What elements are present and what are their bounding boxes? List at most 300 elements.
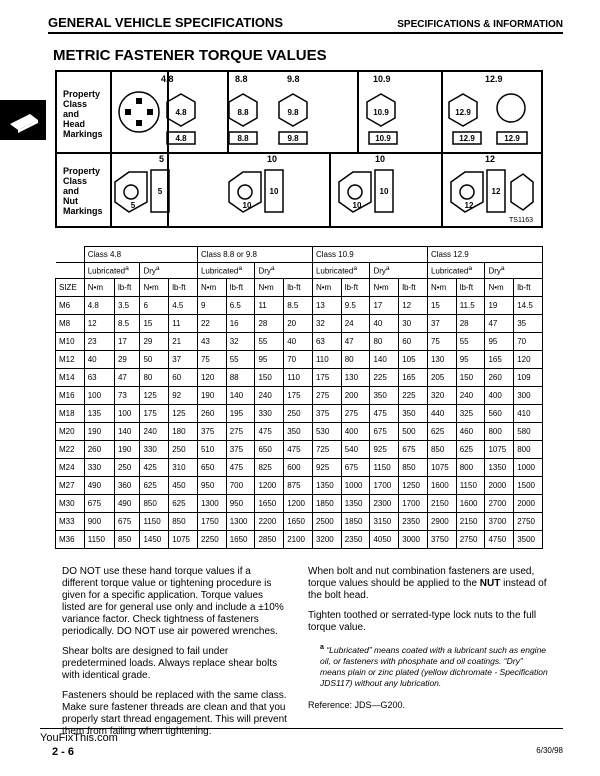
table-cell: 130 <box>341 369 370 387</box>
bolt-text-4-8-side: 4.8 <box>175 134 187 143</box>
table-cell: 17 <box>114 333 139 351</box>
table-cell: N•m <box>84 279 114 297</box>
table-cell: 130 <box>427 351 456 369</box>
table-cell: 3700 <box>485 513 514 531</box>
table-cell: 1350 <box>312 477 341 495</box>
nut-label: Property Class and Nut Markings <box>57 152 112 228</box>
table-cell: 1700 <box>399 495 428 513</box>
table-cell: 19 <box>485 297 514 315</box>
table-row <box>56 423 543 441</box>
table-cell: 55 <box>456 333 485 351</box>
condition-header-cell: Lubricated$^a$ <box>197 263 255 279</box>
table-cell: 350 <box>370 387 399 405</box>
nut-class-5: 5 <box>159 154 165 164</box>
table-cell: 22 <box>197 315 226 333</box>
table-cell: 15 <box>140 315 169 333</box>
table-cell: 625 <box>456 441 485 459</box>
table-cell: 1150 <box>370 459 399 477</box>
table-cell: 2000 <box>485 477 514 495</box>
table-cell: 250 <box>284 405 313 423</box>
torque-table <box>55 246 543 549</box>
table-cell: 29 <box>114 351 139 369</box>
table-row <box>56 441 543 459</box>
table-cell: 825 <box>255 459 284 477</box>
table-cell: 24 <box>341 315 370 333</box>
table-cell: 32 <box>312 315 341 333</box>
bolt-text-12-9-socket: 12.9 <box>504 134 520 143</box>
bolt-head-drawings <box>57 72 541 150</box>
table-cell: 240 <box>255 387 284 405</box>
table-row <box>56 459 543 477</box>
table-cell: 800 <box>485 423 514 441</box>
table-cell: 475 <box>370 405 399 423</box>
table-cell: 43 <box>197 333 226 351</box>
table-cell: M36 <box>56 531 85 549</box>
table-cell: 1600 <box>456 495 485 513</box>
header-left: GENERAL VEHICLE SPECIFICATIONS <box>48 15 283 30</box>
table-cell: 475 <box>226 459 255 477</box>
table-cell: 55 <box>255 333 284 351</box>
table-cell: 2900 <box>427 513 456 531</box>
table-cell: M27 <box>56 477 85 495</box>
table-cell: 3000 <box>399 531 428 549</box>
table-cell: 925 <box>312 459 341 477</box>
table-cell: 37 <box>427 315 456 333</box>
table-cell: 32 <box>226 333 255 351</box>
table-cell: 325 <box>456 405 485 423</box>
table-cell: N•m <box>197 279 226 297</box>
table-cell: 80 <box>140 369 169 387</box>
table-cell: 1450 <box>140 531 169 549</box>
table-cell: 100 <box>114 405 139 423</box>
table-cell: 11 <box>255 297 284 315</box>
table-cell: 200 <box>341 387 370 405</box>
condition-header-row <box>56 263 543 279</box>
nut-class-12: 12 <box>485 154 496 164</box>
table-cell: 75 <box>427 333 456 351</box>
condition-header-cell: Dry$^a$ <box>370 263 428 279</box>
table-cell: 225 <box>399 387 428 405</box>
head-label: Property Class and Head Markings <box>57 72 112 152</box>
nut-text-12-side: 12 <box>491 187 501 196</box>
class-header-cell: Class 4.8 <box>84 247 197 263</box>
table-cell: 320 <box>427 387 456 405</box>
nut-text-5-face: 5 <box>130 201 136 210</box>
table-cell: 650 <box>197 459 226 477</box>
table-cell: 2200 <box>255 513 284 531</box>
table-cell: 63 <box>84 369 114 387</box>
table-cell: 1500 <box>514 477 543 495</box>
markings-figure <box>55 70 543 228</box>
condition-header-cell: Lubricated$^a$ <box>84 263 140 279</box>
nut-text-12-face: 12 <box>464 201 474 210</box>
table-cell: 1850 <box>341 513 370 531</box>
table-cell: 600 <box>284 459 313 477</box>
table-cell: 460 <box>456 423 485 441</box>
table-cell: N•m <box>427 279 456 297</box>
table-cell: 6.5 <box>226 297 255 315</box>
condition-header-cell: Lubricated$^a$ <box>427 263 485 279</box>
table-cell: 140 <box>370 351 399 369</box>
right-column-text <box>308 566 548 711</box>
table-cell: M30 <box>56 495 85 513</box>
table-cell: 510 <box>197 441 226 459</box>
table-cell: 1350 <box>341 495 370 513</box>
table-cell: M6 <box>56 297 85 315</box>
table-cell: 40 <box>284 333 313 351</box>
table-cell: 12 <box>399 297 428 315</box>
class-header-cell: Class 8.8 or 9.8 <box>197 247 312 263</box>
condition-header-cell: Dry$^a$ <box>485 263 543 279</box>
table-cell: 1075 <box>485 441 514 459</box>
table-cell: 2100 <box>284 531 313 549</box>
table-cell: N•m <box>140 279 169 297</box>
bolt-text-12-9-side: 12.9 <box>459 134 475 143</box>
table-cell: 110 <box>284 369 313 387</box>
table-cell: 95 <box>255 351 284 369</box>
condition-header-cell: Lubricated$^a$ <box>312 263 370 279</box>
table-row <box>56 369 543 387</box>
table-cell: 120 <box>197 369 226 387</box>
table-cell: 800 <box>514 441 543 459</box>
table-cell: 190 <box>114 441 139 459</box>
table-cell: 80 <box>370 333 399 351</box>
table-cell: 135 <box>84 405 114 423</box>
table-cell: 225 <box>370 369 399 387</box>
table-cell: 60 <box>399 333 428 351</box>
head-class-8-8: 8.8 <box>235 74 248 84</box>
table-cell: 2300 <box>370 495 399 513</box>
bolt-text-8-8-head: 8.8 <box>237 108 249 117</box>
table-cell: 475 <box>255 423 284 441</box>
table-cell: 2250 <box>197 531 226 549</box>
paragraph: Tighten toothed or serrated-type lock nuts to the full torque value. <box>308 610 537 633</box>
table-row <box>56 315 543 333</box>
table-cell: 1300 <box>226 513 255 531</box>
table-cell: 190 <box>84 423 114 441</box>
table-cell: 3750 <box>427 531 456 549</box>
table-cell: 15 <box>427 297 456 315</box>
table-cell: 47 <box>341 333 370 351</box>
footer-rule <box>40 728 563 729</box>
nut-text-5-side: 5 <box>157 187 163 196</box>
table-cell: 205 <box>427 369 456 387</box>
table-cell: 1150 <box>84 531 114 549</box>
table-cell: 100 <box>84 387 114 405</box>
table-cell: 20 <box>284 315 313 333</box>
table-cell: M12 <box>56 351 85 369</box>
table-cell: 1600 <box>427 477 456 495</box>
table-cell: 150 <box>456 369 485 387</box>
footer-site: YouFixThis.com <box>40 732 118 744</box>
table-cell: 21 <box>169 333 198 351</box>
table-cell: 180 <box>169 423 198 441</box>
table-cell: lb-ft <box>114 279 139 297</box>
table-cell: N•m <box>485 279 514 297</box>
table-row <box>56 531 543 549</box>
bolt-text-9-8-head: 9.8 <box>287 108 299 117</box>
table-cell: 1300 <box>197 495 226 513</box>
table-cell: 450 <box>169 477 198 495</box>
table-cell: 13 <box>312 297 341 315</box>
table-cell: 1250 <box>399 477 428 495</box>
table-row <box>56 477 543 495</box>
nut-class-10b: 10 <box>375 154 386 164</box>
table-cell: 675 <box>399 441 428 459</box>
table-cell: 300 <box>514 387 543 405</box>
table-cell: 23 <box>84 333 114 351</box>
table-cell: 1650 <box>284 513 313 531</box>
table-cell: lb-ft <box>514 279 543 297</box>
table-cell: 440 <box>427 405 456 423</box>
table-cell: 95 <box>456 351 485 369</box>
table-cell: 12 <box>84 315 114 333</box>
table-cell: 375 <box>197 423 226 441</box>
table-cell: lb-ft <box>456 279 485 297</box>
table-cell: 330 <box>84 459 114 477</box>
bolt-text-4-8-head: 4.8 <box>175 108 187 117</box>
table-cell: M14 <box>56 369 85 387</box>
page-title: METRIC FASTENER TORQUE VALUES <box>53 47 327 64</box>
table-cell: 125 <box>140 387 169 405</box>
nut-text-10a-face: 10 <box>242 201 252 210</box>
table-cell: 925 <box>370 441 399 459</box>
bolt-text-12-9-head: 12.9 <box>455 108 471 117</box>
table-cell: 400 <box>341 423 370 441</box>
table-cell: 260 <box>197 405 226 423</box>
table-cell: 9.5 <box>341 297 370 315</box>
table-cell: lb-ft <box>169 279 198 297</box>
table-cell: 330 <box>255 405 284 423</box>
table-cell: 1650 <box>226 531 255 549</box>
table-cell: 375 <box>312 405 341 423</box>
table-cell: 725 <box>312 441 341 459</box>
table-cell: 37 <box>169 351 198 369</box>
table-cell: 240 <box>140 423 169 441</box>
table-cell: 275 <box>312 387 341 405</box>
table-cell: 275 <box>341 405 370 423</box>
header-right: SPECIFICATIONS & INFORMATION <box>397 19 563 30</box>
table-cell: M8 <box>56 315 85 333</box>
table-cell: 260 <box>485 369 514 387</box>
table-cell: 675 <box>114 513 139 531</box>
table-row <box>56 387 543 405</box>
table-cell: 700 <box>226 477 255 495</box>
table-cell: 63 <box>312 333 341 351</box>
bolt-text-10-9-side: 10.9 <box>375 134 391 143</box>
table-cell: N•m <box>312 279 341 297</box>
section-tab <box>0 100 46 140</box>
table-cell: 3150 <box>370 513 399 531</box>
table-cell: 29 <box>140 333 169 351</box>
bolt-text-8-8-side: 8.8 <box>237 134 249 143</box>
table-cell: 73 <box>114 387 139 405</box>
table-cell: 1075 <box>427 459 456 477</box>
table-cell: 2750 <box>514 513 543 531</box>
head-markings-row <box>57 72 541 154</box>
table-cell: 125 <box>169 405 198 423</box>
table-cell: 350 <box>284 423 313 441</box>
paragraph: DO NOT use these hand torque values if a different torque value or tightening procedure is given for a specific application. Torque values listed are for general use only and include a ±10% variance factor. Check tightness of fasteners periodically. DO NOT use air powered wrenches. <box>62 566 284 637</box>
table-cell: 55 <box>226 351 255 369</box>
table-cell: 110 <box>312 351 341 369</box>
table-cell: 675 <box>84 495 114 513</box>
table-cell: 360 <box>114 477 139 495</box>
table-cell: 80 <box>341 351 370 369</box>
table-cell: 1150 <box>140 513 169 531</box>
table-cell: 530 <box>312 423 341 441</box>
table-cell: 28 <box>255 315 284 333</box>
head-class-4-8: 4.8 <box>161 74 174 84</box>
table-cell: 675 <box>341 459 370 477</box>
nut-drawings <box>57 152 541 228</box>
table-row <box>56 495 543 513</box>
table-cell: 150 <box>255 369 284 387</box>
table-cell: 580 <box>514 423 543 441</box>
table-cell: 175 <box>284 387 313 405</box>
table-cell: 60 <box>169 369 198 387</box>
table-cell: 950 <box>226 495 255 513</box>
class-header-cell: Class 12.9 <box>427 247 542 263</box>
table-cell: 490 <box>84 477 114 495</box>
table-row <box>56 405 543 423</box>
table-cell: 190 <box>197 387 226 405</box>
nut-markings-row <box>57 152 541 228</box>
table-cell: lb-ft <box>284 279 313 297</box>
table-cell: 95 <box>485 333 514 351</box>
condition-header-cell: Dry$^a$ <box>140 263 198 279</box>
table-cell: 17 <box>370 297 399 315</box>
table-cell: 1000 <box>514 459 543 477</box>
table-cell: 650 <box>255 441 284 459</box>
table-cell: 675 <box>370 423 399 441</box>
table-cell: 50 <box>140 351 169 369</box>
table-cell: 850 <box>114 531 139 549</box>
table-row <box>56 333 543 351</box>
head-class-12-9: 12.9 <box>485 74 503 84</box>
table-cell: 2000 <box>514 495 543 513</box>
table-cell: 540 <box>341 441 370 459</box>
table-cell: 850 <box>399 459 428 477</box>
table-cell: 3200 <box>312 531 341 549</box>
table-cell: 1075 <box>169 531 198 549</box>
table-row <box>56 297 543 315</box>
table-cell: 165 <box>399 369 428 387</box>
table-row <box>56 351 543 369</box>
table-cell: 3.5 <box>114 297 139 315</box>
table-cell: 140 <box>226 387 255 405</box>
paragraph: Shear bolts are designed to fail under predetermined loads. Always replace shear bolts with identical grade. <box>62 646 278 681</box>
table-cell: 1650 <box>255 495 284 513</box>
table-cell: 70 <box>284 351 313 369</box>
table-cell: 9 <box>197 297 226 315</box>
reference: Reference: JDS—G200. <box>308 699 406 710</box>
table-cell: 2850 <box>255 531 284 549</box>
table-cell: 8.5 <box>284 297 313 315</box>
table-cell: 40 <box>84 351 114 369</box>
table-cell: 88 <box>226 369 255 387</box>
table-cell: 950 <box>197 477 226 495</box>
nut-text-10b-face: 10 <box>352 201 362 210</box>
table-cell: 3500 <box>514 531 543 549</box>
table-cell: M22 <box>56 441 85 459</box>
table-cell: 2500 <box>312 513 341 531</box>
left-column-text <box>62 566 288 738</box>
nut-text-10a-side: 10 <box>269 187 279 196</box>
paragraph: Fasteners should be replaced with the same class. Make sure fastener threads are clean and that you properly start thread engagement. This will prevent them from failing when tightening. <box>62 690 287 737</box>
page-header <box>48 8 563 34</box>
table-cell: 2700 <box>485 495 514 513</box>
footnote: $^a$ “Lubricated” means coated with a lubricant such as engine oil, or fasteners with phosphate and oil coatings. “Dry” means plain or zinc plated (yellow dichromate - Specification JDS117) without any lubrication. <box>320 643 548 688</box>
table-cell: 800 <box>456 459 485 477</box>
table-cell: 28 <box>456 315 485 333</box>
table-cell: 105 <box>399 351 428 369</box>
table-cell: 240 <box>456 387 485 405</box>
table-cell: 11 <box>169 315 198 333</box>
table-cell: 275 <box>226 423 255 441</box>
footer-date: 6/30/98 <box>536 746 563 755</box>
table-cell: 850 <box>427 441 456 459</box>
table-cell: 260 <box>84 441 114 459</box>
condition-header-cell: Dry$^a$ <box>255 263 313 279</box>
table-cell: 1850 <box>312 495 341 513</box>
table-cell: 1150 <box>456 477 485 495</box>
table-cell: 310 <box>169 459 198 477</box>
table-cell: N•m <box>255 279 284 297</box>
table-cell: 875 <box>284 477 313 495</box>
table-cell: 1200 <box>255 477 284 495</box>
table-row <box>56 513 543 531</box>
table-cell: 6 <box>140 297 169 315</box>
table-cell: 109 <box>514 369 543 387</box>
head-class-10-9: 10.9 <box>373 74 391 84</box>
table-cell: 8.5 <box>114 315 139 333</box>
table-cell: 70 <box>514 333 543 351</box>
table-cell: 350 <box>399 405 428 423</box>
head-class-9-8: 9.8 <box>287 74 300 84</box>
table-cell: 195 <box>226 405 255 423</box>
table-cell: 4.8 <box>84 297 114 315</box>
table-cell: 490 <box>114 495 139 513</box>
table-cell: M33 <box>56 513 85 531</box>
paragraph: When bolt and nut combination fasteners are used, torque values should be applied to the NUT instead of the bolt head. <box>308 566 547 601</box>
table-cell: lb-ft <box>226 279 255 297</box>
table-cell: 175 <box>140 405 169 423</box>
table-cell: 425 <box>140 459 169 477</box>
table-cell: 92 <box>169 387 198 405</box>
table-cell: 400 <box>485 387 514 405</box>
table-cell: 2150 <box>427 495 456 513</box>
table-cell: 250 <box>169 441 198 459</box>
table-cell: M24 <box>56 459 85 477</box>
table-cell: 850 <box>140 495 169 513</box>
table-cell: 900 <box>84 513 114 531</box>
bolt-text-9-8-side: 9.8 <box>287 134 299 143</box>
table-cell: 330 <box>140 441 169 459</box>
table-cell: M20 <box>56 423 85 441</box>
table-cell: 16 <box>226 315 255 333</box>
table-cell: 14.5 <box>514 297 543 315</box>
table-cell: 75 <box>197 351 226 369</box>
table-cell: 375 <box>226 441 255 459</box>
table-cell: 2150 <box>456 513 485 531</box>
table-cell: lb-ft <box>399 279 428 297</box>
table-cell: SIZE <box>56 279 85 297</box>
table-cell: 47 <box>114 369 139 387</box>
table-cell: M10 <box>56 333 85 351</box>
table-cell: N•m <box>370 279 399 297</box>
table-cell: 560 <box>485 405 514 423</box>
